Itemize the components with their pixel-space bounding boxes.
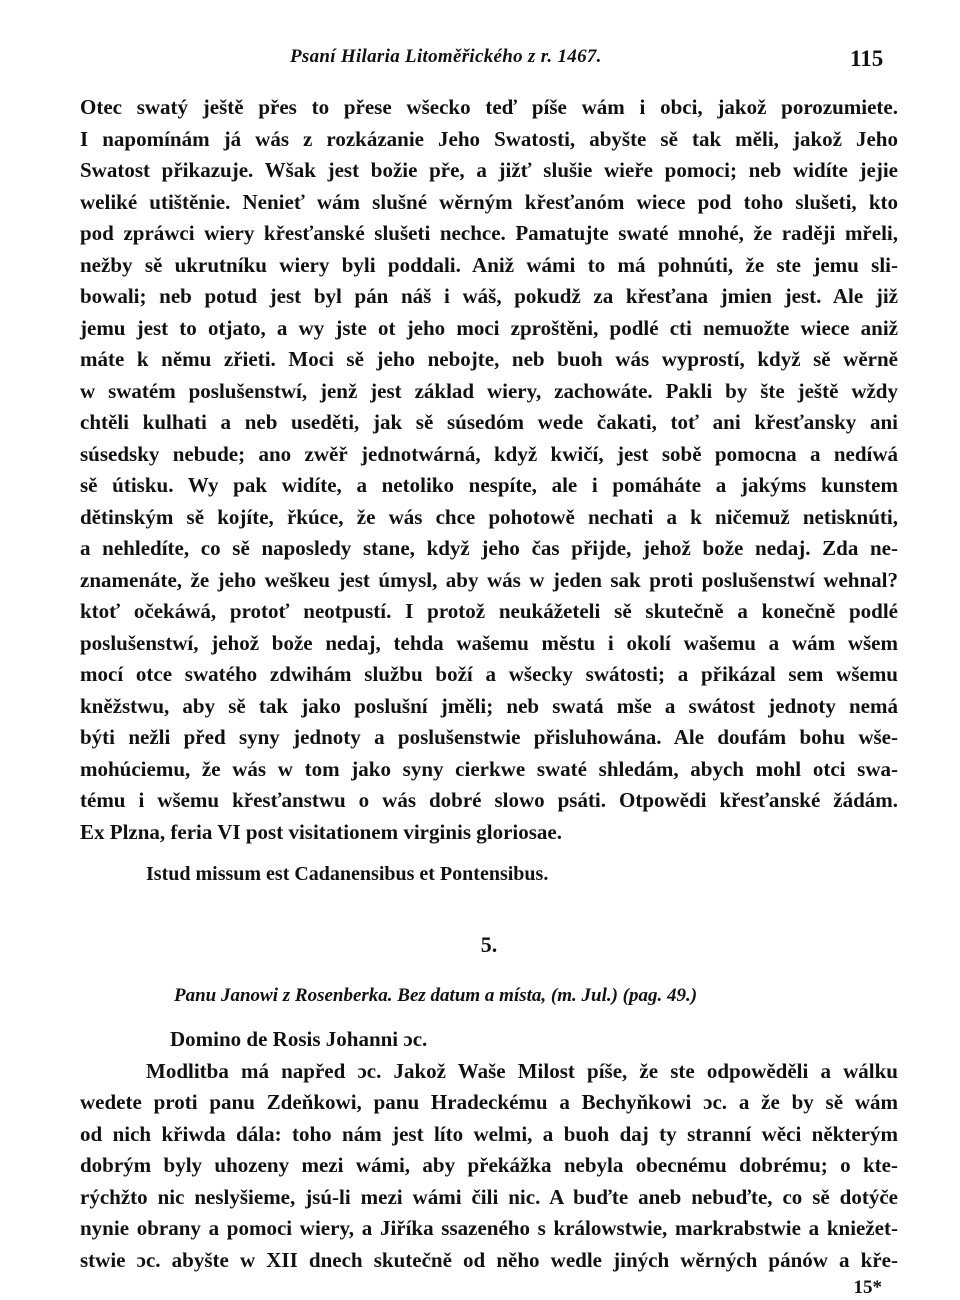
text-line: znamenáte, že jeho weškeu jest úmysl, aby wás w jeden sak proti poslušenstwí wehnal? [80,567,898,592]
letter-heading: Panu Janowi z Rosenberka. Bez datum a místa, (m. Jul.) (pag. 49.) [174,985,698,1006]
text-line: tému i wšemu křesťanstwu o wás dobré slowo psáti. Otpowědi křesťanské žádám. [80,788,898,812]
text-line: w swatém poslušenstwí, jenž jest základ wiery, zachowáte. Pakli by šte ještě wždy [80,378,898,403]
text-line: dobrým byly uhozeny mezi wámi, aby překážka nebyla obecnému dobrému; o kte- [80,1153,898,1177]
text-line: máte k němu zřieti. Moci sě jeho nebojte, neb buoh wás wyprostí, když sě wěrně [80,347,898,371]
section-number: 5. [480,932,498,957]
text-line: Modlitba má napřed ɔc. Jakož Waše Milost píše, že ste odpowěděli a wálku [146,1058,898,1083]
text-line: kněžstwu, aby sě tak jako poslušní jměli; neb swatá mše a swátost jednoty nemá [80,693,898,718]
salutation: Domino de Rosis Johanni ɔc. [170,1027,428,1051]
text-line: chtěli kulhati a neb useděti, jak sě súsedóm wede čakati, toť ani křesťansky ani [80,410,898,434]
text-line: nynie obrany a pomoci wiery, a Jiříka ssazeného s králowstwie, markrabstwie a kniežet- [80,1216,898,1240]
text-line: mocí otce swatého zdwihám službu boží a wšecky swátosti; a přikázal sem wšemu [80,662,898,686]
text-line: jemu jest to otjato, a wy jste ot jeho moci zproštěni, podlé cti nemuožte wiece aniž [80,315,898,340]
text-line: od nich křiwda dála: toho nám jest líto welmi, a buoh daj ty stranní wěci některým [80,1121,898,1146]
text-line: I napomínám já wás z rozkázanie Jeho Swatosti, abyšte sě tak měli, jakož Jeho [80,126,898,151]
text-line: rýchžto nic neslyšieme, jsú-li mezi wámi čili nic. A buďte aneb nebuďte, co sě dotýče [80,1184,898,1209]
page-number: 115 [850,46,884,71]
text-line: sě útisku. Wy pak widíte, a netoliko nespíte, ale i pomáháte a jakýms kunstem [80,473,898,497]
signature-mark: 15* [853,1277,882,1298]
text-line: weliké utištěnie. Nenieť wám slušné wěrným křesťanóm wiece pod toho slušeti, kto [80,189,898,214]
text-line: wedete proti panu Zdeňkowi, panu Hradeckému a Bechyňkowi ɔc. a že by sě wám [80,1090,898,1114]
text-line: ktoť očekáwá, protoť neotpustí. I protož neukážeteli sě skutečně a konečně podlé [80,599,898,623]
text-line: býti nežli před syny jednoty a poslušenstwie přisluhowána. Ale doufám bohu wše- [80,725,898,749]
second-letter-paragraph [80,1056,898,1277]
running-head [0,44,960,74]
text-line: dětinským sě kojíte, řkúce, že wás chce pohotowě nechati a k ničemuž netisknúti, [80,504,898,529]
text-line: poslušenstwí, jehož bože nedaj, tehda wašemu městu i okolí wašemu a wám wšem [80,630,898,655]
page-body [80,92,898,1300]
text-line: súsedsky nebude; ano zwěř jednotwárná, když kwičí, jest sobě pomocna a nedíwá [80,441,898,466]
text-line: bowali; neb potud jest byl pán náš i wáš, pokudž za křesťana jmien jest. Ale již [80,284,898,308]
text-line: stwie ɔc. abyšte w XII dnech skutečně od něho wedle jiných wěrných pánów a kře- [80,1247,898,1272]
text-line: mohúciemu, že wás w tom jako syny cierkwe swaté shledám, abych mohl otci swa- [80,756,898,781]
text-line: pod zpráwci wiery křesťanské slušeti nechce. Pamatujte swaté mnohé, že raději mřeli, [80,221,898,245]
text-line: Ex Plzna, feria VI post visitationem virginis gloriosae. [80,819,563,844]
closing-note: Istud missum est Cadanensibus et Pontensibus. [146,863,549,885]
text-line: nežby sě ukrutníku wiery byli poddali. Aniž wámi to má pohnúti, že ste jemu sli- [80,252,898,277]
letter-paragraph [80,92,898,848]
running-title: Psaní Hilaria Litoměřického z r. 1467. [290,46,602,67]
text-line: Otec swatý ještě přes to přese wšecko teď píše wám i obci, jakož porozumiete. [80,95,898,119]
text-line: a nehledíte, co sě naposledy stane, když jeho čas přijde, jehož bože nedaj. Zda ne- [80,536,898,560]
text-line: Swatost přikazuje. Wšak jest božie pře, a jižť slušie wieře pomoci; neb widíte jejie [80,158,898,182]
